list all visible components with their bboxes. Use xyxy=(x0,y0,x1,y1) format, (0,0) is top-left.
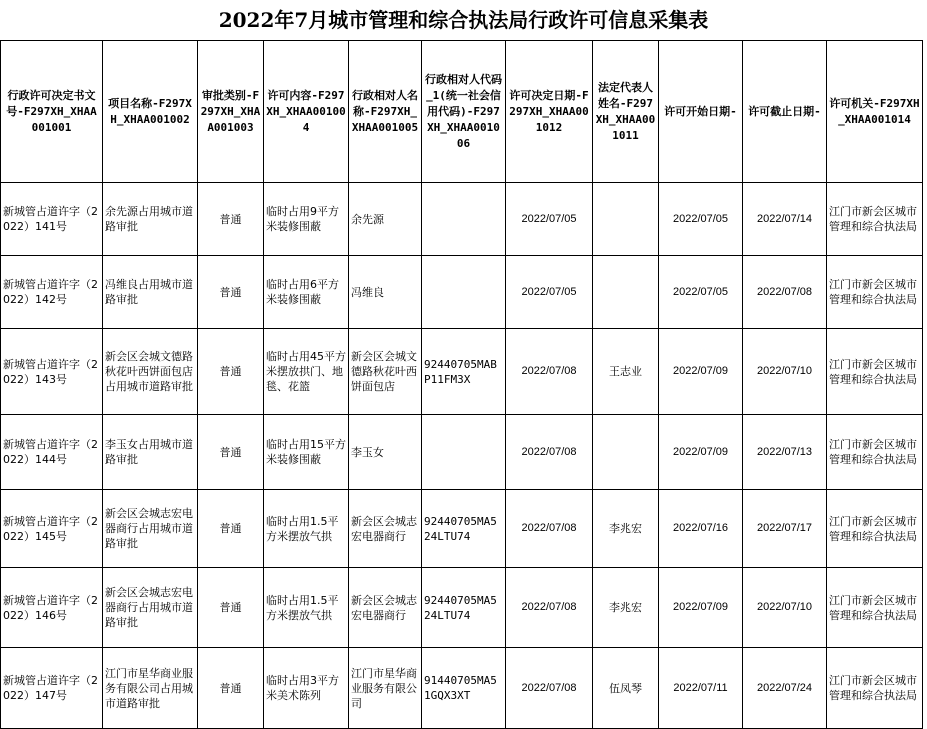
header-party[interactable]: 行政相对人名称-F297XH_XHAA001005 xyxy=(349,41,422,183)
cell-content[interactable]: 临时占用1.5平方米摆放气拱 xyxy=(264,490,349,568)
table-row xyxy=(1,183,923,256)
cell-code[interactable]: 92440705MA524LTU74 xyxy=(422,490,506,568)
header-category[interactable]: 审批类别-F297XH_XHAA001003 xyxy=(198,41,264,183)
header-code[interactable]: 行政相对人代码_1(统一社会信用代码)-F297XH_XHAA001006 xyxy=(422,41,506,183)
cell-category[interactable]: 普通 xyxy=(198,648,264,729)
table-row xyxy=(1,415,923,490)
cell-code[interactable] xyxy=(422,256,506,329)
cell-end-date[interactable]: 2022/07/10 xyxy=(743,329,827,415)
cell-category[interactable]: 普通 xyxy=(198,183,264,256)
cell-doc-no[interactable]: 新城管占道许字（2022）146号 xyxy=(1,568,103,648)
header-row xyxy=(1,41,923,183)
cell-party[interactable]: 冯维良 xyxy=(349,256,422,329)
table-row xyxy=(1,329,923,415)
cell-start-date[interactable]: 2022/07/09 xyxy=(659,415,743,490)
cell-project[interactable]: 新会区会城志宏电器商行占用城市道路审批 xyxy=(103,490,198,568)
cell-project[interactable]: 余先源占用城市道路审批 xyxy=(103,183,198,256)
sheet-title: 2022年7月城市管理和综合执法局行政许可信息采集表 xyxy=(218,8,709,32)
cell-project[interactable]: 李玉女占用城市道路审批 xyxy=(103,415,198,490)
cell-legal-rep[interactable]: 李兆宏 xyxy=(593,568,659,648)
cell-start-date[interactable]: 2022/07/09 xyxy=(659,329,743,415)
header-project[interactable]: 项目名称-F297XH_XHAA001002 xyxy=(103,41,198,183)
cell-decision-date[interactable]: 2022/07/05 xyxy=(506,256,593,329)
cell-end-date[interactable]: 2022/07/10 xyxy=(743,568,827,648)
header-authority[interactable]: 许可机关-F297XH_XHAA001014 xyxy=(827,41,923,183)
cell-decision-date[interactable]: 2022/07/08 xyxy=(506,490,593,568)
cell-content[interactable]: 临时占用15平方米装修围蔽 xyxy=(264,415,349,490)
cell-start-date[interactable]: 2022/07/16 xyxy=(659,490,743,568)
cell-end-date[interactable]: 2022/07/14 xyxy=(743,183,827,256)
cell-doc-no[interactable]: 新城管占道许字（2022）147号 xyxy=(1,648,103,729)
cell-party[interactable]: 江门市星华商业服务有限公司 xyxy=(349,648,422,729)
cell-end-date[interactable]: 2022/07/17 xyxy=(743,490,827,568)
table-row xyxy=(1,490,923,568)
cell-party[interactable]: 余先源 xyxy=(349,183,422,256)
cell-doc-no[interactable]: 新城管占道许字（2022）142号 xyxy=(1,256,103,329)
header-end-date[interactable]: 许可截止日期- xyxy=(743,41,827,183)
header-doc-no[interactable]: 行政许可决定书文号-F297XH_XHAA001001 xyxy=(1,41,103,183)
cell-decision-date[interactable]: 2022/07/05 xyxy=(506,183,593,256)
permit-table xyxy=(0,40,923,729)
cell-doc-no[interactable]: 新城管占道许字（2022）145号 xyxy=(1,490,103,568)
cell-content[interactable]: 临时占用45平方米摆放拱门、地毯、花篮 xyxy=(264,329,349,415)
cell-authority[interactable]: 江门市新会区城市管理和综合执法局 xyxy=(827,490,923,568)
cell-project[interactable]: 新会区会城志宏电器商行占用城市道路审批 xyxy=(103,568,198,648)
cell-start-date[interactable]: 2022/07/11 xyxy=(659,648,743,729)
cell-legal-rep[interactable]: 伍凤琴 xyxy=(593,648,659,729)
header-start-date[interactable]: 许可开始日期- xyxy=(659,41,743,183)
cell-start-date[interactable]: 2022/07/05 xyxy=(659,256,743,329)
cell-authority[interactable]: 江门市新会区城市管理和综合执法局 xyxy=(827,183,923,256)
cell-decision-date[interactable]: 2022/07/08 xyxy=(506,415,593,490)
cell-doc-no[interactable]: 新城管占道许字（2022）143号 xyxy=(1,329,103,415)
header-content[interactable]: 许可内容-F297XH_XHAA001004 xyxy=(264,41,349,183)
cell-code[interactable] xyxy=(422,183,506,256)
cell-content[interactable]: 临时占用6平方米装修围蔽 xyxy=(264,256,349,329)
cell-party[interactable]: 新会区会城志宏电器商行 xyxy=(349,490,422,568)
cell-start-date[interactable]: 2022/07/09 xyxy=(659,568,743,648)
cell-project[interactable]: 新会区会城文德路秋花叶西饼面包店占用城市道路审批 xyxy=(103,329,198,415)
cell-category[interactable]: 普通 xyxy=(198,568,264,648)
cell-authority[interactable]: 江门市新会区城市管理和综合执法局 xyxy=(827,256,923,329)
cell-code[interactable]: 92440705MABP11FM3X xyxy=(422,329,506,415)
cell-party[interactable]: 李玉女 xyxy=(349,415,422,490)
cell-category[interactable]: 普通 xyxy=(198,415,264,490)
cell-authority[interactable]: 江门市新会区城市管理和综合执法局 xyxy=(827,329,923,415)
cell-project[interactable]: 冯维良占用城市道路审批 xyxy=(103,256,198,329)
cell-legal-rep[interactable] xyxy=(593,183,659,256)
cell-content[interactable]: 临时占用3平方米美术陈列 xyxy=(264,648,349,729)
cell-start-date[interactable]: 2022/07/05 xyxy=(659,183,743,256)
cell-authority[interactable]: 江门市新会区城市管理和综合执法局 xyxy=(827,415,923,490)
cell-category[interactable]: 普通 xyxy=(198,256,264,329)
cell-doc-no[interactable]: 新城管占道许字（2022）144号 xyxy=(1,415,103,490)
cell-code[interactable]: 91440705MA51GQX3XT xyxy=(422,648,506,729)
cell-legal-rep[interactable] xyxy=(593,415,659,490)
cell-end-date[interactable]: 2022/07/24 xyxy=(743,648,827,729)
cell-code[interactable]: 92440705MA524LTU74 xyxy=(422,568,506,648)
cell-party[interactable]: 新会区会城文德路秋花叶西饼面包店 xyxy=(349,329,422,415)
table-row xyxy=(1,648,923,729)
cell-code[interactable] xyxy=(422,415,506,490)
cell-decision-date[interactable]: 2022/07/08 xyxy=(506,568,593,648)
cell-end-date[interactable]: 2022/07/08 xyxy=(743,256,827,329)
cell-content[interactable]: 临时占用1.5平方米摆放气拱 xyxy=(264,568,349,648)
cell-category[interactable]: 普通 xyxy=(198,329,264,415)
cell-party[interactable]: 新会区会城志宏电器商行 xyxy=(349,568,422,648)
cell-decision-date[interactable]: 2022/07/08 xyxy=(506,648,593,729)
cell-content[interactable]: 临时占用9平方米装修围蔽 xyxy=(264,183,349,256)
cell-authority[interactable]: 江门市新会区城市管理和综合执法局 xyxy=(827,568,923,648)
cell-legal-rep[interactable]: 李兆宏 xyxy=(593,490,659,568)
cell-end-date[interactable]: 2022/07/13 xyxy=(743,415,827,490)
cell-legal-rep[interactable]: 王志业 xyxy=(593,329,659,415)
header-legal-rep[interactable]: 法定代表人姓名-F297XH_XHAA001011 xyxy=(593,41,659,183)
cell-decision-date[interactable]: 2022/07/08 xyxy=(506,329,593,415)
table-row xyxy=(1,568,923,648)
cell-category[interactable]: 普通 xyxy=(198,490,264,568)
cell-project[interactable]: 江门市星华商业服务有限公司占用城市道路审批 xyxy=(103,648,198,729)
cell-authority[interactable]: 江门市新会区城市管理和综合执法局 xyxy=(827,648,923,729)
cell-legal-rep[interactable] xyxy=(593,256,659,329)
header-decision-date[interactable]: 许可决定日期-F297XH_XHAA001012 xyxy=(506,41,593,183)
cell-doc-no[interactable]: 新城管占道许字（2022）141号 xyxy=(1,183,103,256)
table-row xyxy=(1,256,923,329)
